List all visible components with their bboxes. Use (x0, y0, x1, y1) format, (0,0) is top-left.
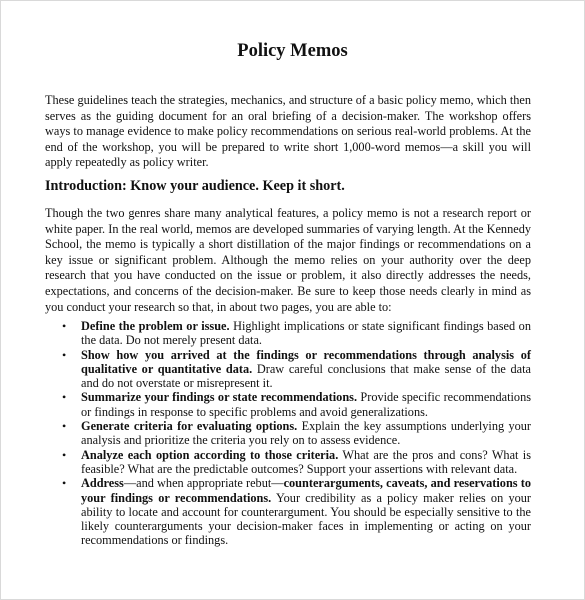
bullet-bold-text: Show how you arrived at the findings or recommendations through analysis of qualitative or quantitative data. (81, 347, 531, 376)
section-heading: Introduction: Know your audience. Keep it short. (45, 178, 345, 194)
bullet-text: Your credibility as a policy maker relies on your ability to locate and account for counterargument. You should be especially sensitive to the likely counterarguments your decision-maker faces in implementing or acting on your recommendations or findings. (81, 490, 531, 548)
list-item (45, 319, 531, 348)
bullet-text: Draw careful conclusions that make sense of the data and do not overstate or misrepresent it. (81, 361, 531, 391)
bullet-bold-text: Define the problem or issue. (81, 319, 230, 333)
list-item (45, 348, 531, 391)
bullet-list (45, 319, 531, 548)
bullet-bold-text: Generate criteria for evaluating options. (81, 419, 298, 434)
bullet-bold-text: counterarguments, caveats, and reservations to your findings or recommendations. (81, 476, 531, 505)
page-title: Policy Memos (237, 41, 348, 61)
bullet-aside-text: —and when appropriate rebut— (123, 476, 284, 491)
bullet-icon: • (62, 447, 67, 462)
bullet-icon: • (62, 347, 67, 362)
bullet-text: Highlight implications or state significant findings based on the data. Do not merely present data. (81, 319, 531, 348)
bullet-icon: • (62, 419, 67, 434)
bullet-icon: • (62, 476, 67, 491)
bullet-text: Explain the key assumptions underlying your analysis and prioritize the criteria you rely on to assess evidence. (81, 419, 531, 448)
section-paragraph: Though the two genres share many analytical features, a policy memo is not a research report or white paper. In the real world, memos are developed summaries of varying length. At the Kennedy School, the memo is typically a short distillation of the major findings or recommendations on a key issue or significant problem. Although the memo relies on your authority over the deep research that you have conducted on the issue or problem, it also directly addresses the needs, expectations, and concerns of the decision-maker. Be sure to keep those needs clearly in mind as you conduct your research so that, in about two pages, you are able to: (45, 206, 531, 314)
list-item (45, 419, 531, 448)
bullet-icon: • (62, 390, 67, 405)
intro-paragraph: These guidelines teach the strategies, mechanics, and structure of a basic policy memo, which then serves as the guiding document for an oral briefing of a decision-maker. The workshop offers ways to manage evidence to make policy recommendations on serious real-world problems. At the end of the workshop, you will be prepared to write short 1,000-word memos—a skill you will apply repeatedly as policy writer. (45, 93, 531, 170)
list-item (45, 390, 531, 419)
bullet-icon: • (62, 319, 67, 333)
list-item (45, 448, 531, 477)
bullet-bold-text: Analyze each option according to those criteria. (81, 447, 339, 462)
bullet-text: Provide specific recommendations or findings in response to specific problems and avoid generalizations. (81, 390, 531, 419)
list-item (45, 476, 531, 547)
bullet-bold-text: Summarize your findings or state recommendations. (81, 390, 358, 405)
bullet-lead-text: Address (81, 476, 124, 491)
bullet-text: What are the pros and cons? What is feasible? What are the predictable outcomes? Support your assertions with relevant data. (81, 447, 531, 476)
